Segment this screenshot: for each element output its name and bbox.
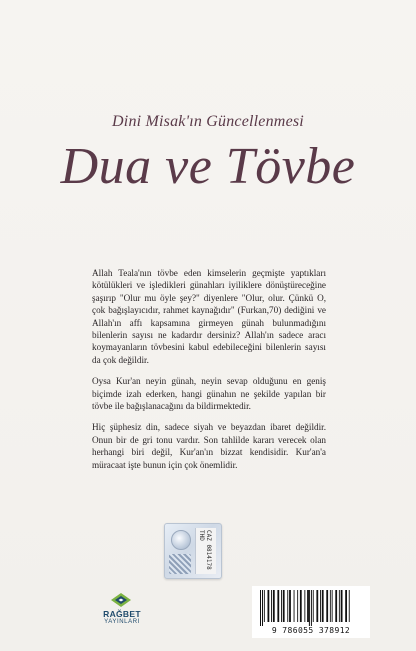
hologram-seal-icon — [171, 530, 191, 550]
barcode-bars — [256, 590, 366, 626]
back-cover-text — [92, 267, 326, 480]
publisher-logo-icon — [110, 592, 132, 608]
publisher-name: RAĞBET — [103, 609, 141, 619]
sticker-code: CAZ 0814178 THD — [198, 530, 212, 570]
book-title: Dua ve Tövbe — [60, 138, 356, 195]
paragraph-1: Allah Teala'nın tövbe eden kimselerin geçmişte yaptıkları kötülükleri ve işledikleri günahları iyiliklere dönüştüreceğine şaşırıp "Olur mu öyle şey?" diyenlere "Olur, olur. Çünkü O, çok bağışlayıcıdır, rahmet kaynağıdır" (Furkan,70) dediğini ve Allah'ın affı kapsamına girmeyen günah bulunmadığını bilenlerin sayısı ne kadardır dersiniz? Allah'ın sadece aracı koymayanların tövbesini kabul edebileceğini bilenlerin sayısı da çok değildir. — [92, 268, 326, 365]
paragraph-2: Oysa Kur'an neyin günah, neyin sevap olduğunu en geniş biçimde izah ederken, hangi günahın ne şekilde yapılan bir tövbe ile bağışlanacağını da bildirmektedir. — [92, 376, 326, 412]
hologram-pattern — [169, 554, 191, 574]
book-subtitle: Dini Misak'ın Güncellenmesi — [112, 113, 304, 130]
paragraph-3: Hiç şüphesiz din, sadece siyah ve beyazdan ibaret değildir. Onun bir de gri tonu vardır. Son tahlilde kararı verecek olan herhangi biri değil, Kur'an'ın bizzat kendisidir. Kur'an'a müracaat işte bunun için çok önemlidir. — [92, 422, 326, 470]
banderol-sticker — [164, 523, 222, 579]
isbn-number: 9 786055 378912 — [271, 626, 351, 635]
publisher-subname: YAYINLARI — [104, 619, 140, 625]
isbn-barcode — [252, 586, 370, 638]
publisher-logo — [92, 592, 152, 628]
